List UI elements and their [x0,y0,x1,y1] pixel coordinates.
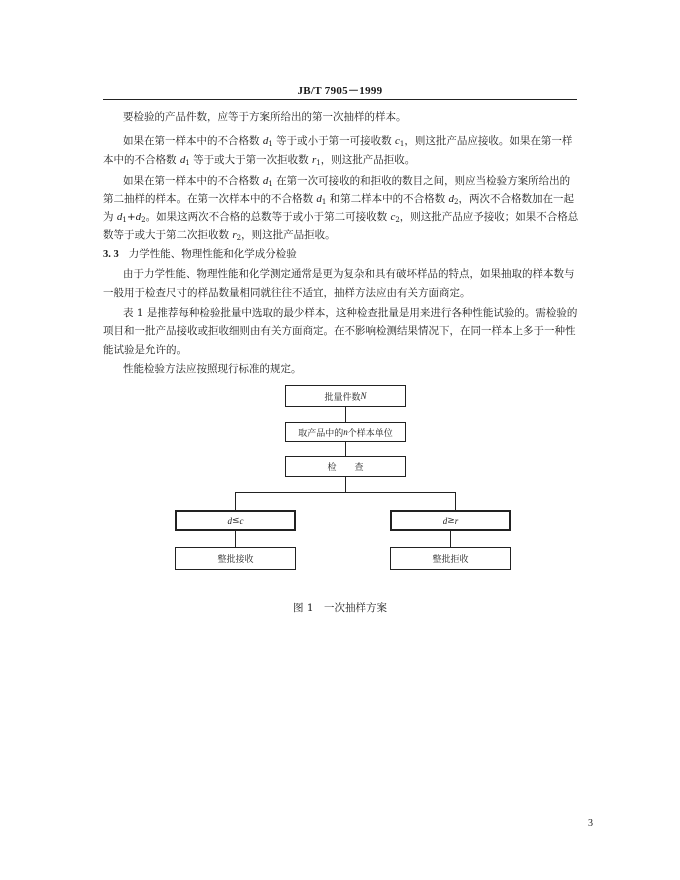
paragraph-5-line-1: 表 1 是推荐每种检验批量中选取的最少样本，这种检查批量是用来进行各种性能试验的。需检验的 [123,307,578,319]
section-number: 3. 3 [103,249,119,260]
flowchart-box-inspect: 检 查 [285,456,406,477]
page-number: 3 [588,818,593,829]
paragraph-3-line-2: 第二抽样的样本。在第一次样本中的不合格数 $d_1$ 和第二样本中的不合格数 $d_2$，两次不合格数加在一起 [103,193,574,206]
paragraph-5-line-2: 项目和一批产品接收或拒收细则由有关方面商定。在不影响检测结果情况下，在同一样本上多于一种性 [103,325,576,337]
flowchart-connector [345,442,346,456]
flowchart-box-accept-lot: 整批接收 [175,547,296,570]
paragraph-3-line-3: 为 $d_1+d_2$。如果这两次不合格的总数等于或小于第二可接收数 $c_2$，则这批产品应予接收；如果不合格总 [103,211,579,224]
flowchart-box-reject-lot: 整批拒收 [390,547,511,570]
paragraph-3-line-1: 如果在第一样本中的不合格数 $d_1$ 在第一次可接收的和拒收的数目之间，则应当检验方案所给出的 [123,175,571,188]
flowchart-connector [235,492,236,510]
document-header-code: JB/T 7905－1999 [297,85,383,97]
paragraph-4-line-1: 由于力学性能、物理性能和化学测定通常是更为复杂和具有破坏样品的特点，如果抽取的样本数与 [123,268,575,280]
paragraph-4-line-2: 一般用于检查尺寸的样品数量相同就往往不适宜，抽样方法应由有关方面商定。 [103,287,471,299]
figure-caption: 图 1 一次抽样方案 [292,602,388,614]
paragraph-2-line-1: 如果在第一样本中的不合格数 $d_1$ 等于或小于第一可接收数 $c_1$，则这批产品应接收。如果在第一样 [123,135,573,148]
paragraph-1-line-1: 要检验的产品件数，应等于方案所给出的第一次抽样的样本。 [123,111,407,123]
flowchart-connector [235,531,236,547]
flowchart-box-reject-condition: d ≥ r [390,510,511,531]
flowchart-box-sampling: 取产品中的 n 个样本单位 [285,422,406,442]
paragraph-5-line-3: 能试验是允许的。 [103,344,187,356]
flowchart-connector [345,407,346,422]
header-rule [103,99,577,100]
flowchart-box-accept-condition: d ≤ c [175,510,296,531]
flowchart-connector [455,492,456,510]
flowchart-branch-line [235,492,455,493]
flowchart-connector [345,477,346,492]
paragraph-2-line-2: 本中的不合格数 $d_1$ 等于或大于第一次拒收数 $r_1$，则这批产品拒收。 [103,154,416,167]
paragraph-6-line-1: 性能检验方法应按照现行标准的规定。 [123,363,302,375]
section-heading [103,248,297,261]
flowchart-connector [450,531,451,547]
flowchart-box-lot-size: 批量件数 N [285,385,406,407]
paragraph-3-line-4: 数等于或大于第二次拒收数 $r_2$，则这批产品拒收。 [103,229,336,242]
section-title: 力学性能、物理性能和化学成分检验 [128,248,297,260]
